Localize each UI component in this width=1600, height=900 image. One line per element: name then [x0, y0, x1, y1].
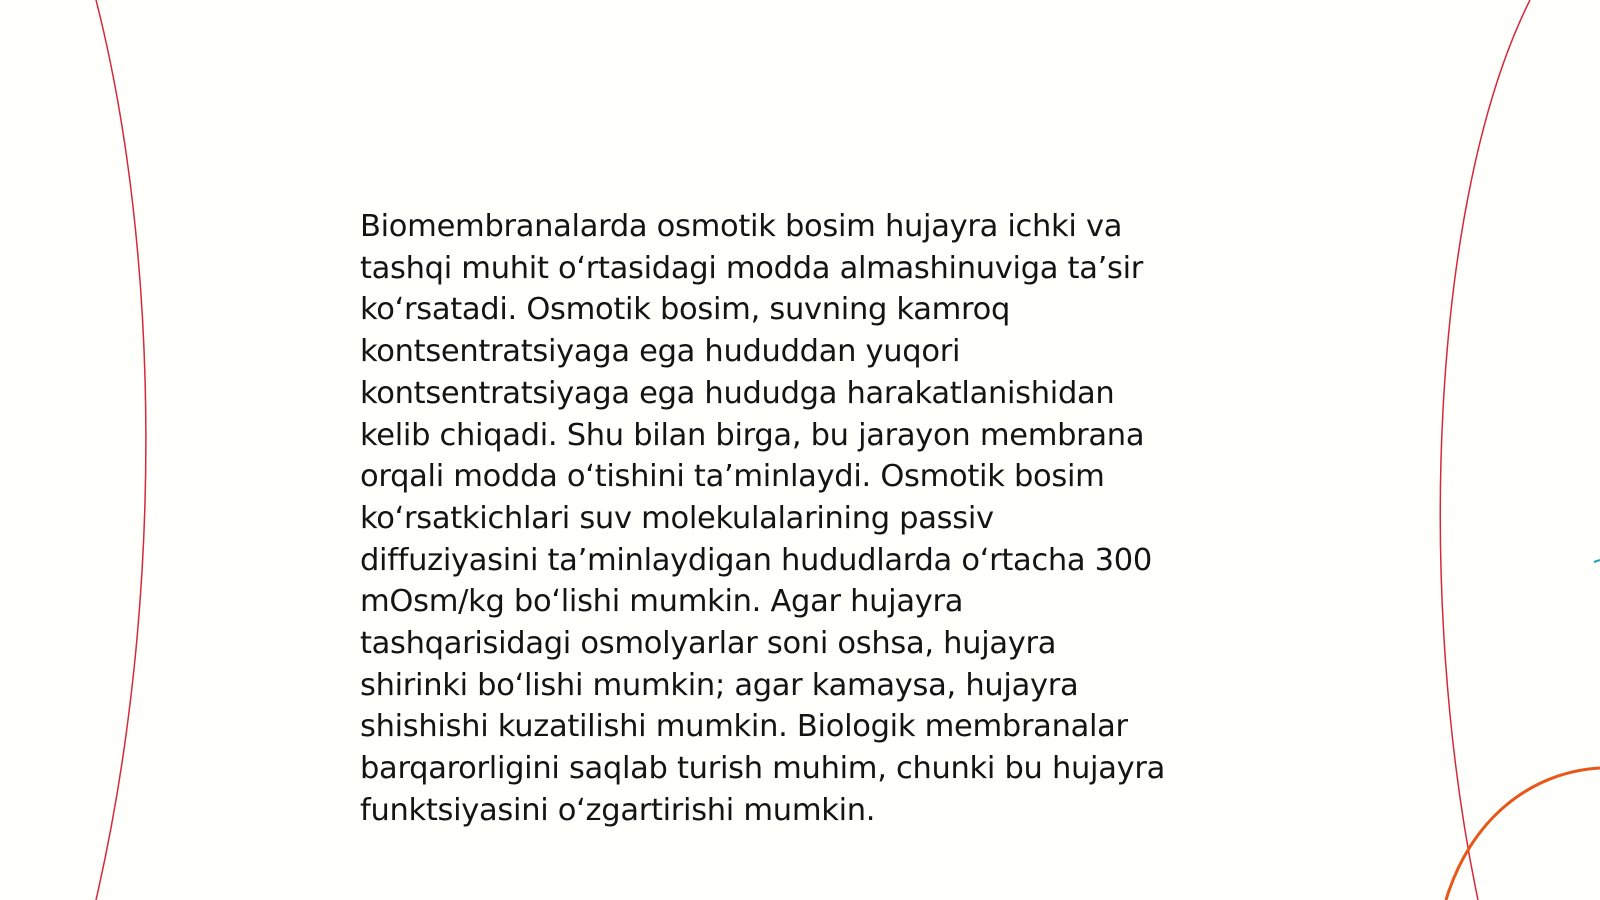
teal-mark: [1594, 560, 1600, 562]
body-line: diffuziyasini ta’minlaydigan hududlarda o‘rtacha 300: [360, 542, 1152, 578]
body-line: kontsentratsiyaga ega hududga harakatlanishidan: [360, 375, 1115, 411]
orange-arc: [1446, 768, 1600, 900]
body-line: ko‘rsatkichlari suv molekulalarining passiv: [360, 500, 994, 536]
body-line: ko‘rsatadi. Osmotik bosim, suvning kamroq: [360, 292, 1011, 328]
slide-body-text: [360, 206, 1260, 832]
body-line: kelib chiqadi. Shu bilan birga, bu jarayon membrana: [360, 417, 1145, 453]
body-line: tashqarisidagi osmolyarlar soni oshsa, hujayra: [360, 626, 1057, 662]
body-line: tashqi muhit o‘rtasidagi modda almashinuviga ta’sir: [360, 250, 1144, 286]
right-curve: [1440, 0, 1530, 900]
body-line: shishishi kuzatilishi mumkin. Biologik membranalar: [360, 709, 1128, 745]
body-line: funktsiyasini o‘zgartirishi mumkin.: [360, 792, 876, 828]
body-line: shirinki bo‘lishi mumkin; agar kamaysa, hujayra: [360, 667, 1079, 703]
body-line: kontsentratsiyaga ega hududdan yuqori: [360, 334, 961, 370]
body-line: mOsm/kg bo‘lishi mumkin. Agar hujayra: [360, 584, 964, 620]
body-line: barqarorligini saqlab turish muhim, chunki bu hujayra: [360, 751, 1165, 787]
body-line: Biomembranalarda osmotik bosim hujayra ichki va: [360, 209, 1123, 244]
body-line: orqali modda o‘tishini ta’minlaydi. Osmotik bosim: [360, 459, 1105, 495]
left-curve: [96, 0, 146, 900]
